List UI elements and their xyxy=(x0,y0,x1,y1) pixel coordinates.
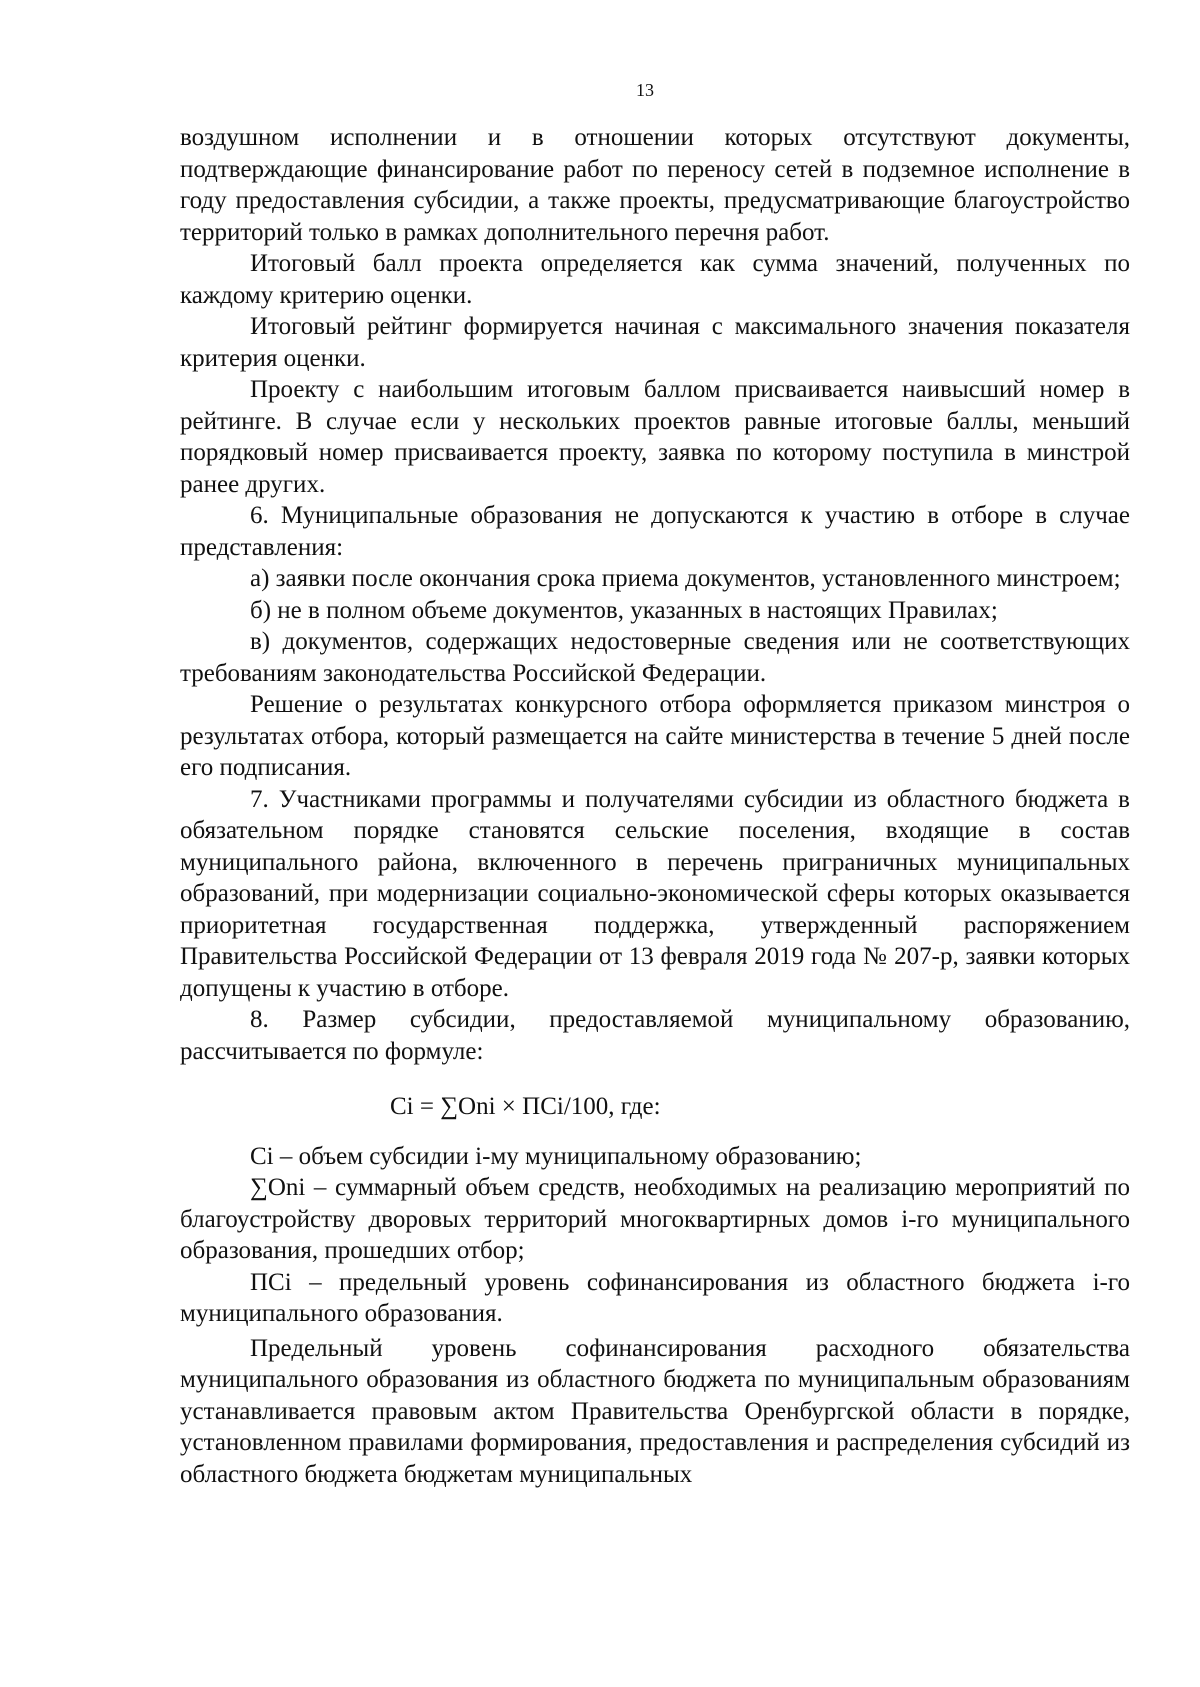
page-number: 13 xyxy=(636,80,654,100)
definition-pci: ПCi – предельный уровень софинансирования из областного бюджета i-го муниципального образования. xyxy=(180,1268,1130,1327)
paragraph-total-score: Итоговый балл проекта определяется как сумма значений, полученных по каждому критерию оценки. xyxy=(180,250,1130,309)
list-item-v: в) документов, содержащих недостоверные сведения или не соответствующих требованиям законодательства Российской Федерации. xyxy=(180,628,1130,687)
paragraph-continuation: воздушном исполнении и в отношении которых отсутствуют документы, подтверждающие финансирование работ по переносу сетей в подземное исполнение в году предоставления субсидии, а также проекты, предусматривающие благоустройство территорий только в рамках дополнительного перечня работ. xyxy=(180,124,1130,246)
definition-ci: Ci – объем субсидии i-му муниципальному образованию; xyxy=(250,1142,862,1170)
definition-sum-oni: ∑Oni – суммарный объем средств, необходимых на реализацию мероприятий по благоустройству дворовых территорий многоквартирных домов i-го муниципального образования, прошедших отбор; xyxy=(180,1174,1130,1264)
list-item-b: б) не в полном объеме документов, указанных в настоящих Правилах; xyxy=(250,596,998,624)
paragraph-clause-7: 7. Участниками программы и получателями субсидии из областного бюджета в обязательном порядке становятся сельские поселения, входящие в состав муниципального района, включенного в перечень приграничных муниципальных образований, при модернизации социально-экономической сферы которых оказывается приоритетная государственная поддержка, утвержденный распоряжением Правительства Российской Федерации от 13 февраля 2019 года № 207-р, заявки которых допущены к участию в отборе. xyxy=(180,785,1130,1002)
paragraph-decision: Решение о результатах конкурсного отбора оформляется приказом минстроя о результатах отбора, который размещается на сайте министерства в течение 5 дней после его подписания. xyxy=(180,691,1130,781)
paragraph-cofinancing-level: Предельный уровень софинансирования расходного обязательства муниципального образования из областного бюджета по муниципальным образованиям устанавливается правовым актом Правительства Оренбургской области в порядке, установленном правилами формирования, предоставления и распределения субсидий из областного бюджета бюджетам муниципальных xyxy=(180,1334,1130,1488)
subsidy-formula: Ci = ∑Oni × ПCi/100, где: xyxy=(390,1093,661,1120)
paragraph-rating: Итоговый рейтинг формируется начиная с максимального значения показателя критерия оценки. xyxy=(180,313,1130,372)
document-body xyxy=(180,122,1130,1490)
paragraph-clause-8: 8. Размер субсидии, предоставляемой муниципальному образованию, рассчитывается по формуле: xyxy=(180,1006,1130,1065)
paragraph-clause-6: 6. Муниципальные образования не допускаются к участию в отборе в случае представления: xyxy=(180,502,1130,561)
paragraph-highest-score: Проекту с наибольшим итоговым баллом присваивается наивысший номер в рейтинге. В случае если у нескольких проектов равные итоговые баллы, меньший порядковый номер присваивается проекту, заявка по которому поступила в минстрой ранее других. xyxy=(180,376,1130,498)
list-item-a: а) заявки после окончания срока приема документов, установленного минстроем; xyxy=(250,565,1121,592)
